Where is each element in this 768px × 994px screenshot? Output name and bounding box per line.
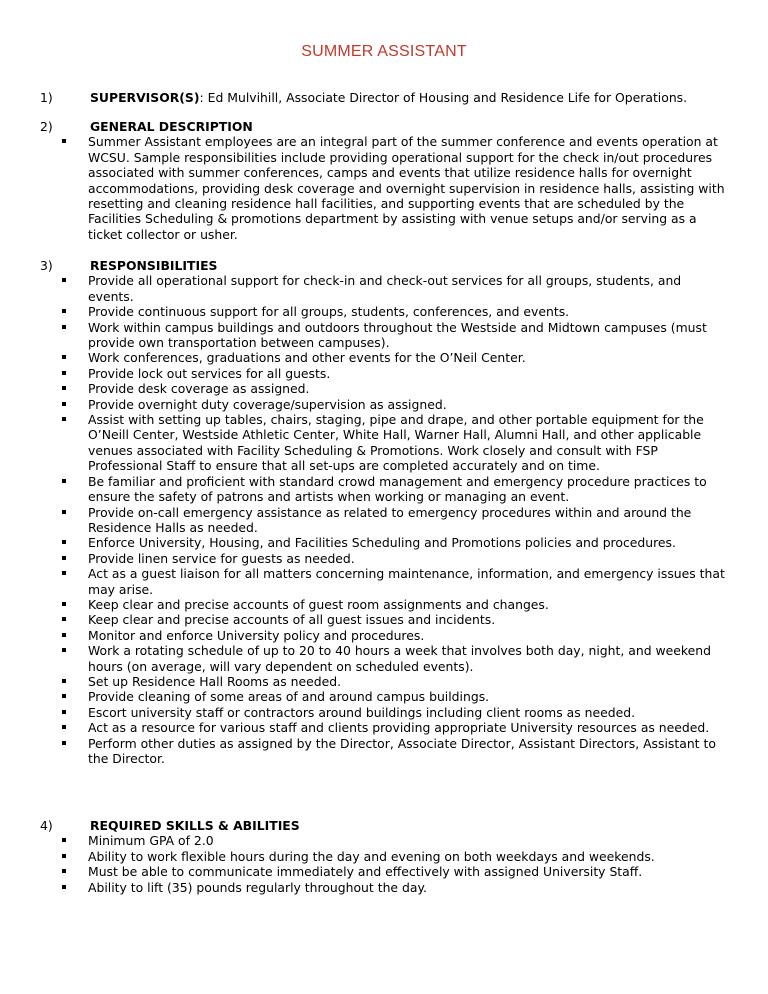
bullet-square-icon bbox=[62, 355, 66, 359]
section-number: 4) bbox=[40, 818, 53, 833]
list-item: Keep clear and precise accounts of all guest issues and incidents. bbox=[0, 612, 730, 627]
bullet-square-icon bbox=[62, 648, 66, 652]
list-item: Be familiar and proficient with standard crowd management and emergency procedure practices to ensure the safety of patrons and artists when working or managing an event. bbox=[0, 474, 730, 505]
bullet-square-icon bbox=[62, 325, 66, 329]
list-item: Provide lock out services for all guests. bbox=[0, 366, 730, 381]
bullet-square-icon bbox=[62, 710, 66, 714]
bullet-square-icon bbox=[62, 854, 66, 858]
bullet-square-icon bbox=[62, 556, 66, 560]
bullet-square-icon bbox=[62, 571, 66, 575]
bullet-square-icon bbox=[62, 278, 66, 282]
bullet-square-icon bbox=[62, 139, 66, 143]
bullet-square-icon bbox=[62, 679, 66, 683]
list-item: Ability to lift (35) pounds regularly throughout the day. bbox=[0, 880, 730, 895]
bullet-square-icon bbox=[62, 510, 66, 514]
list-item: Perform other duties as assigned by the Director, Associate Director, Assistant Directors, Assistant to the Director. bbox=[0, 736, 730, 767]
list-item: Assist with setting up tables, chairs, staging, pipe and drape, and other portable equipment for the O’Neill Center, Westside Athletic Center, White Hall, Warner Hall, Alumni Hall, and other applicable venues associated with Facility Scheduling & Promotions. Work closely and consult with FSP Professional Staff to ensure that all set-ups are completed accurately and on time. bbox=[0, 412, 730, 474]
list-item: Monitor and enforce University policy and procedures. bbox=[0, 628, 730, 643]
bullet-square-icon bbox=[62, 838, 66, 842]
list-item: Provide linen service for guests as needed. bbox=[0, 551, 730, 566]
list-item: Work conferences, graduations and other events for the O’Neil Center. bbox=[0, 350, 730, 365]
bullet-square-icon bbox=[62, 479, 66, 483]
section-label: REQUIRED SKILLS & ABILITIES bbox=[90, 818, 300, 833]
responsibilities-list bbox=[0, 273, 730, 766]
bullet-square-icon bbox=[62, 885, 66, 889]
section-required-skills bbox=[40, 818, 730, 895]
list-item: Act as a guest liaison for all matters concerning maintenance, information, and emergency issues that may arise. bbox=[0, 566, 730, 597]
bullet-square-icon bbox=[62, 741, 66, 745]
list-item: Must be able to communicate immediately and effectively with assigned University Staff. bbox=[0, 864, 730, 879]
bullet-square-icon bbox=[62, 633, 66, 637]
list-item: Provide on-call emergency assistance as related to emergency procedures within and around the Residence Halls as needed. bbox=[0, 505, 730, 536]
skills-list bbox=[0, 833, 730, 895]
bullet-square-icon bbox=[62, 402, 66, 406]
section-supervisor bbox=[40, 90, 730, 105]
bullet-square-icon bbox=[62, 725, 66, 729]
section-label: GENERAL DESCRIPTION bbox=[90, 119, 253, 134]
bullet-square-icon bbox=[62, 417, 66, 421]
section-number: 1) bbox=[40, 90, 53, 105]
bullet-square-icon bbox=[62, 694, 66, 698]
bullet-square-icon bbox=[62, 617, 66, 621]
list-item: Ability to work flexible hours during the day and evening on both weekdays and weekends. bbox=[0, 849, 730, 864]
list-item: Set up Residence Hall Rooms as needed. bbox=[0, 674, 730, 689]
section-label: SUPERVISOR(S) bbox=[90, 90, 200, 105]
list-item: Provide cleaning of some areas of and around campus buildings. bbox=[0, 689, 730, 704]
list-item: Keep clear and precise accounts of guest room assignments and changes. bbox=[0, 597, 730, 612]
list-item: Provide desk coverage as assigned. bbox=[0, 381, 730, 396]
list-item: Summer Assistant employees are an integral part of the summer conference and events operation at WCSU. Sample responsibilities include providing operational support for the check in/out procedures associated with summer conferences, camps and events that utilize residence halls for overnight accommodations, providing desk coverage and overnight supervision in residence halls, assisting with resetting and cleaning residence hall facilities, and supporting events that are scheduled by the Facilities Scheduling & promotions department by assisting with venue setups and/or serving as a ticket collector or usher. bbox=[0, 134, 730, 242]
bullet-square-icon bbox=[62, 309, 66, 313]
list-item: Provide continuous support for all groups, students, conferences, and events. bbox=[0, 304, 730, 319]
list-item: Escort university staff or contractors around buildings including client rooms as needed. bbox=[0, 705, 730, 720]
list-item: Provide overnight duty coverage/supervision as assigned. bbox=[0, 397, 730, 412]
list-item: Work within campus buildings and outdoors throughout the Westside and Midtown campuses (must provide own transportation between campuses). bbox=[0, 320, 730, 351]
section-number: 2) bbox=[40, 119, 53, 134]
list-item: Enforce University, Housing, and Facilities Scheduling and Promotions policies and procedures. bbox=[0, 535, 730, 550]
list-item: Act as a resource for various staff and clients providing appropriate University resources as needed. bbox=[0, 720, 730, 735]
list-item: Provide all operational support for check-in and check-out services for all groups, students, and events. bbox=[0, 273, 730, 304]
section-responsibilities bbox=[40, 258, 730, 766]
section-number: 3) bbox=[40, 258, 53, 273]
list-item: Work a rotating schedule of up to 20 to 40 hours a week that involves both day, night, and weekend hours (on average, will vary dependent on scheduled events). bbox=[0, 643, 730, 674]
bullet-square-icon bbox=[62, 602, 66, 606]
bullet-square-icon bbox=[62, 371, 66, 375]
list-item: Minimum GPA of 2.0 bbox=[0, 833, 730, 848]
section-label: RESPONSIBILITIES bbox=[90, 258, 218, 273]
bullet-square-icon bbox=[62, 540, 66, 544]
supervisor-text: : Ed Mulvihill, Associate Director of Housing and Residence Life for Operations. bbox=[199, 90, 688, 105]
bullet-square-icon bbox=[62, 869, 66, 873]
bullet-square-icon bbox=[62, 386, 66, 390]
description-list bbox=[0, 134, 730, 242]
document-title: SUMMER ASSISTANT bbox=[301, 43, 467, 60]
section-general-description bbox=[40, 119, 730, 242]
